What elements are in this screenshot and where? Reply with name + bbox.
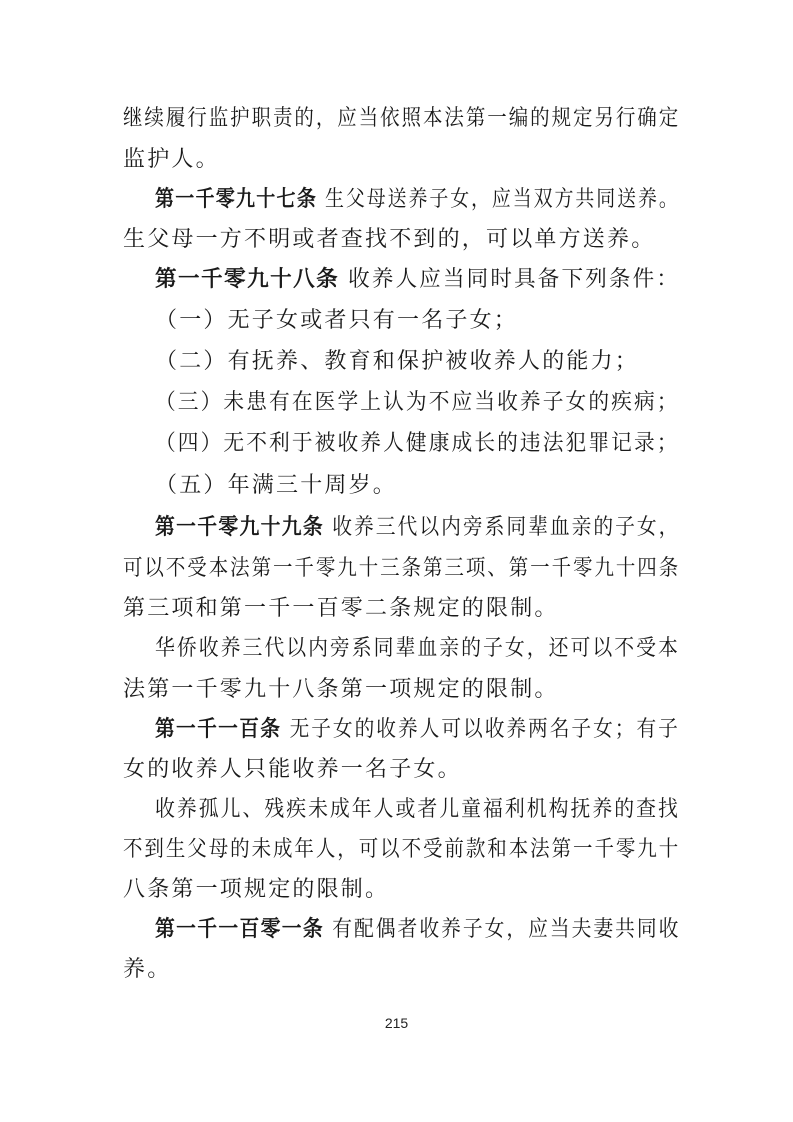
- text-line: 八条第一项规定的限制。: [123, 877, 390, 902]
- article-1101: 第一千一百零一条 有配偶者收养子女，应当夫妻共同收: [155, 917, 681, 942]
- list-item: （五）年满三十周岁。: [155, 473, 398, 498]
- text-line: 不到生父母的未成年人，可以不受前款和本法第一千零九十: [123, 837, 681, 862]
- article-heading: 第一千零九十七条: [155, 187, 318, 212]
- paragraph-start: 华侨收养三代以内旁系同辈血亲的子女，还可以不受本: [155, 636, 680, 661]
- article-1097: 第一千零九十七条 生父母送养子女，应当双方共同送养。: [155, 187, 680, 212]
- article-heading: 第一千一百零一条: [155, 917, 325, 942]
- text-line: 监护人。: [123, 147, 220, 172]
- article-heading: 第一千零九十八条: [155, 267, 340, 292]
- page-number: 215: [384, 1015, 409, 1031]
- list-item: （四）无不利于被收养人健康成长的违法犯罪记录；: [155, 431, 680, 456]
- text-line: 法第一千零九十八条第一项规定的限制。: [123, 677, 559, 702]
- list-item: （二）有抚养、教育和保护被收养人的能力；: [155, 349, 640, 374]
- text-line: 第三项和第一千一百零二条规定的限制。: [123, 596, 559, 621]
- list-item: （三）未患有在医学上认为不应当收养子女的疾病；: [155, 390, 680, 415]
- article-heading: 第一千一百条: [155, 717, 282, 742]
- text-line: 继续履行监护职责的，应当依照本法第一编的规定另行确定: [123, 106, 681, 131]
- article-1098: 第一千零九十八条 收养人应当同时具备下列条件：: [155, 267, 681, 292]
- list-item: （一）无子女或者只有一名子女；: [155, 308, 519, 333]
- text-line: 女的收养人只能收养一名子女。: [123, 757, 462, 782]
- text-line: 可以不受本法第一千零九十三条第三项、第一千零九十四条: [123, 556, 681, 581]
- text-line: 养。: [123, 957, 172, 982]
- article-1100: 第一千一百条 无子女的收养人可以收养两名子女；有子: [155, 717, 680, 742]
- article-heading: 第一千零九十九条: [155, 515, 325, 540]
- article-1099: 第一千零九十九条 收养三代以内旁系同辈血亲的子女，: [155, 515, 681, 540]
- paragraph-start: 收养孤儿、残疾未成年人或者儿童福利机构抚养的查找: [155, 797, 680, 822]
- text-line: 生父母一方不明或者查找不到的，可以单方送养。: [123, 227, 656, 252]
